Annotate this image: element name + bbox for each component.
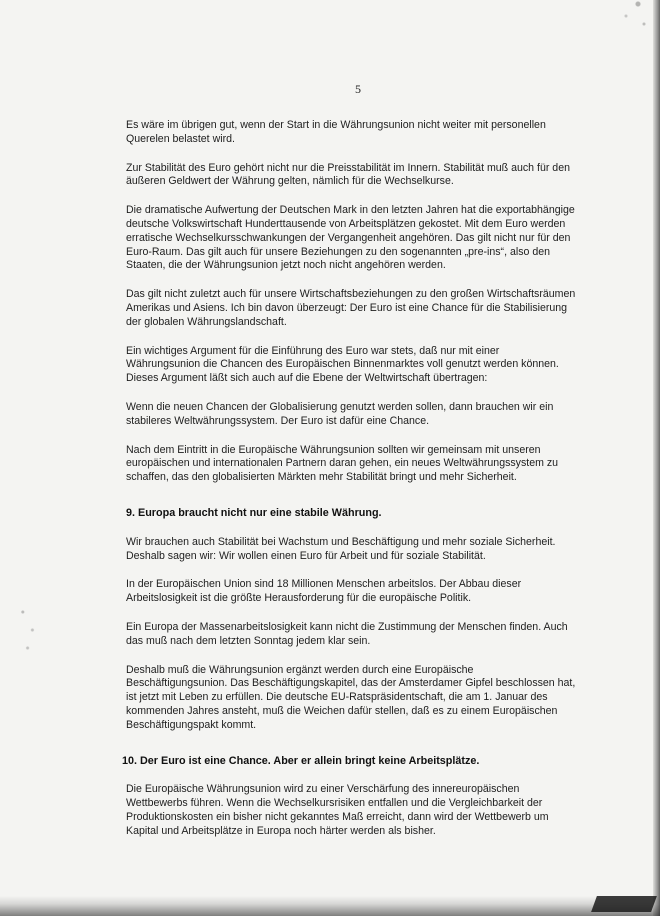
section-heading-10: 10. Der Euro ist eine Chance. Aber er allein bringt keine Arbeitsplätze. xyxy=(122,754,480,767)
paragraph: Wir brauchen auch Stabilität bei Wachstum und Beschäftigung und mehr soziale Sicherheit. Deshalb sagen wir: Wir wollen einen Euro für Arbeit und für soziale Stabilität. xyxy=(126,535,556,562)
paragraph: Ein wichtiges Argument für die Einführung des Euro war stets, daß nur mit einer Währungsunion die Chancen des Europäischen Binnenmarktes voll genutzt werden können. Dieses Argument läßt sich auch auf die Ebene der Weltwirtschaft übertragen: xyxy=(126,344,559,385)
document-body xyxy=(122,119,576,853)
paragraph: Es wäre im übrigen gut, wenn der Start in die Währungsunion nicht weiter mit personellen Querelen belastet wird. xyxy=(126,119,546,145)
paragraph: Wenn die neuen Chancen der Globalisierung genutzt werden sollen, dann brauchen wir ein stabileres Weltwährungssystem. Der Euro ist dafür eine Chance. xyxy=(126,400,554,427)
paragraph: Das gilt nicht zuletzt auch für unsere Wirtschaftsbeziehungen zu den großen Wirtschaftsräumen Amerikas und Asiens. Ich bin davon überzeugt: Der Euro ist eine Chance für die Stabilisierung der globalen Währungslandschaft. xyxy=(126,288,576,328)
scan-artifact-bottom-right xyxy=(591,896,657,912)
scan-edge-right xyxy=(653,0,660,916)
paragraph: In der Europäischen Union sind 18 Millionen Menschen arbeitslos. Der Abbau dieser Arbeitslosigkeit ist die größte Herausforderung für die europäische Politik. xyxy=(126,578,522,605)
paragraph: Ein Europa der Massenarbeitslosigkeit kann nicht die Zustimmung der Menschen finden. Auch das muß nach dem letzten Sonntag jedem klar sein. xyxy=(126,620,568,647)
paragraph: Nach dem Eintritt in die Europäische Währungsunion sollten wir gemeinsam mit unseren europäischen und internationalen Partnern daran gehen, ein neues Weltwährungssystem zu schaffen, das den globalisierten Märkten mehr Stabilität bringt und mehr Sicherheit. xyxy=(126,443,559,484)
scan-artifact-corner xyxy=(610,0,650,40)
section-heading-9: 9. Europa braucht nicht nur eine stabile Währung. xyxy=(126,506,382,519)
paragraph: Deshalb muß die Währungsunion ergänzt werden durch eine Europäische Beschäftigungsunion. Das Beschäftigungskapitel, das der Amsterdamer Gipfel beschlossen hat, ist jetzt mit Leben zu erfüllen. Die deutsche EU-Ratspräsidentschaft, die am 1. Januar des kommenden Jahres ansteht, muß die Weichen dafür stellen, daß es zu einem Europäischen Beschäftigungspakt kommt. xyxy=(126,663,576,731)
page-number: 5 xyxy=(355,82,361,96)
scan-artifact-left xyxy=(18,600,42,660)
paragraph: Zur Stabilität des Euro gehört nicht nur die Preisstabilität im Innern. Stabilität muß auch für den äußeren Geldwert der Währung gelten, nämlich für die Wechselkurse. xyxy=(126,161,570,188)
paragraph: Die dramatische Aufwertung der Deutschen Mark in den letzten Jahren hat die exportabhängige deutsche Volkswirtschaft Hunderttausende von Arbeitsplätzen gekostet. Mit dem Euro werden erratische Wechselkursschwankungen der Vergangenheit angehören. Das gilt nicht nur für den Euro-Raum. Das gilt auch für unsere Beziehungen zu den sogenannten „pre-ins“, also den Staaten, die der Währungsunion jetzt noch nicht angehören werden. xyxy=(126,204,575,272)
scan-edge-bottom xyxy=(0,896,660,916)
paragraph: Die Europäische Währungsunion wird zu einer Verschärfung des innereuropäischen Wettbewerbs führen. Wenn die Wechselkursrisiken entfallen und die Vergleichbarkeit der Produktionskosten ein bisher nicht gekanntes Maß erreicht, dann wird der Wettbewerb um Kapital und Arbeitsplätze in Europa noch härter werden als bisher. xyxy=(126,783,549,837)
